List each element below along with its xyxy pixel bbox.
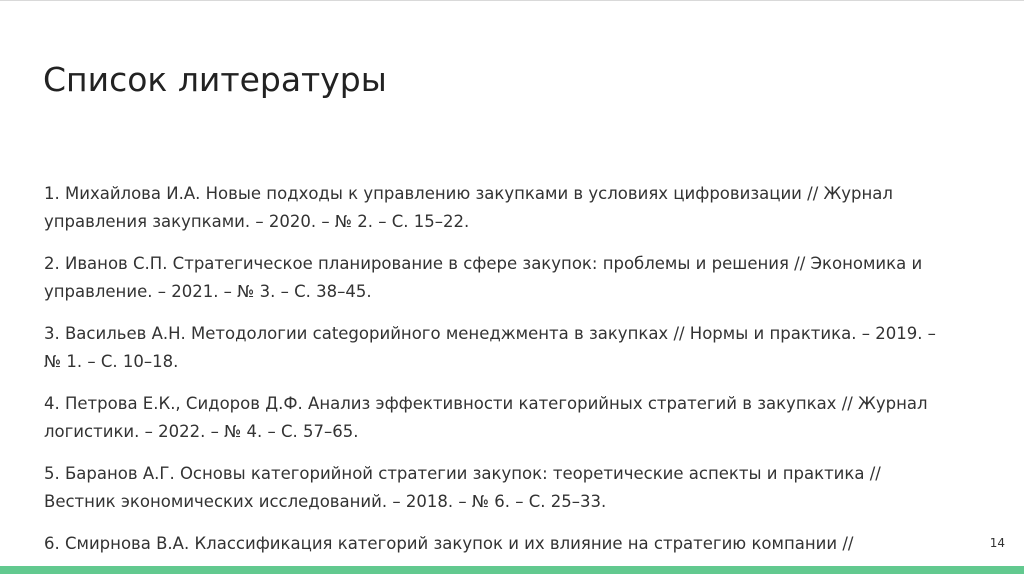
- slide-title: Список литературы: [43, 60, 387, 99]
- reference-text: 6. Смирнова В.А. Классификация категорий закупок и их влияние на стратегию компании //: [44, 534, 854, 553]
- reference-text: 4. Петрова Е.К., Сидоров Д.Ф. Анализ эффективности категорийных стратегий в закупках // Журнал: [44, 394, 928, 413]
- reference-text: 2. Иванов С.П. Стратегическое планирование в сфере закупок: проблемы и решения // Экономика и: [44, 254, 923, 273]
- reference-item-5: [44, 460, 994, 516]
- reference-text: логистики. – 2022. – № 4. – С. 57–65.: [44, 422, 359, 441]
- reference-item-3: [44, 320, 994, 376]
- reference-text: управление. – 2021. – № 3. – С. 38–45.: [44, 282, 372, 301]
- reference-item-1: [44, 180, 994, 236]
- bottom-accent-bar: [0, 566, 1024, 574]
- page-number: 14: [989, 536, 1005, 550]
- reference-item-4: [44, 390, 994, 446]
- reference-text: № 1. – С. 10–18.: [44, 352, 179, 371]
- reference-item-6: [44, 530, 994, 558]
- reference-text: 3. Васильев А.Н. Методологии categорийного менеджмента в закупках // Нормы и практика. – 2019. –: [44, 324, 936, 343]
- top-divider: [0, 0, 1024, 1]
- reference-item-2: [44, 250, 994, 306]
- reference-text: 1. Михайлова И.А. Новые подходы к управлению закупками в условиях цифровизации // Журнал: [44, 184, 893, 203]
- reference-text: управления закупками. – 2020. – № 2. – С. 15–22.: [44, 212, 470, 231]
- reference-text: Вестник экономических исследований. – 2018. – № 6. – С. 25–33.: [44, 492, 607, 511]
- reference-list: [44, 180, 994, 572]
- reference-text: 5. Баранов А.Г. Основы категорийной стратегии закупок: теоретические аспекты и практика //: [44, 464, 881, 483]
